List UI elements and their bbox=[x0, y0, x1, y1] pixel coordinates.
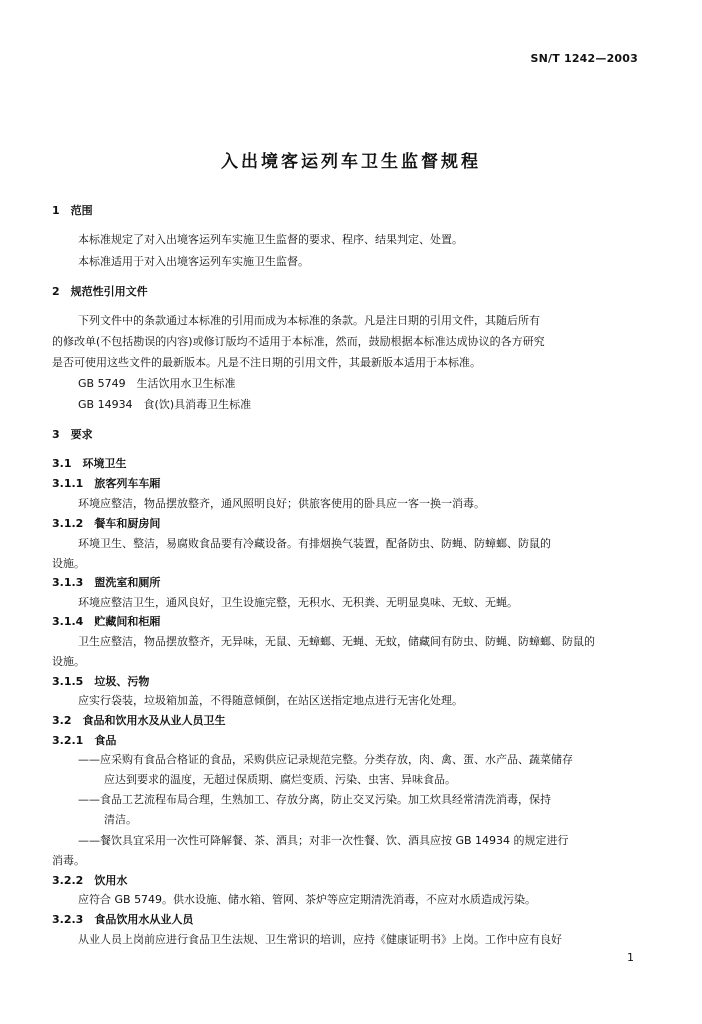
clause-text: 环境应整洁卫生，通风良好，卫生设施完整，无积水、无积粪、无明显臭味、无蚊、无蝇。 bbox=[78, 596, 518, 609]
clause-text: 清洁。 bbox=[104, 813, 137, 826]
clause-heading: 3.2 食品和饮用水及从业人员卫生 bbox=[52, 714, 226, 727]
section-1-heading: 1 范围 bbox=[52, 204, 93, 217]
clause-heading: 3.1.5 垃圾、污物 bbox=[52, 675, 150, 688]
clause-heading: 3.1 环境卫生 bbox=[52, 457, 127, 470]
clause-text: 环境应整洁，物品摆放整齐，通风照明良好；供旅客使用的卧具应一客一换一消毒。 bbox=[78, 497, 485, 510]
clause-text: 消毒。 bbox=[52, 854, 85, 867]
section-2-paragraph: 是否可使用这些文件的最新版本。凡是不注日期的引用文件，其最新版本适用于本标准。 bbox=[52, 356, 481, 369]
clause-text: 应达到要求的温度，无超过保质期、腐烂变质、污染、虫害、异味食品。 bbox=[104, 773, 456, 786]
clause-heading: 3.1.4 贮藏间和柜厢 bbox=[52, 615, 161, 628]
clause-text: 设施。 bbox=[52, 655, 85, 668]
section-3-heading: 3 要求 bbox=[52, 428, 93, 441]
clause-text: 卫生应整洁，物品摆放整齐，无异味，无鼠、无蟑螂、无蝇、无蚊，储藏间有防虫、防蝇、防蟑螂、防鼠的 bbox=[78, 635, 595, 648]
normative-reference: GB 14934 食(饮)具消毒卫生标准 bbox=[78, 398, 252, 411]
section-2-heading: 2 规范性引用文件 bbox=[52, 285, 148, 298]
page-number: 1 bbox=[627, 951, 634, 964]
clause-text: ——应采购有食品合格证的食品，采购供应记录规范完整。分类存放，肉、禽、蛋、水产品、蔬菜储存 bbox=[78, 753, 573, 766]
clause-text: ——食品工艺流程布局合理，生熟加工、存放分离，防止交叉污染。加工炊具经常清洗消毒，保持 bbox=[78, 793, 551, 806]
section-1-paragraph: 本标准规定了对入出境客运列车实施卫生监督的要求、程序、结果判定、处置。 bbox=[78, 233, 463, 246]
clause-text: 应实行袋装，垃圾箱加盖，不得随意倾倒，在站区送指定地点进行无害化处理。 bbox=[78, 694, 463, 707]
clause-text: 环境卫生、整洁，易腐败食品要有冷藏设备。有排烟换气装置，配备防虫、防蝇、防蟑螂、防鼠的 bbox=[78, 537, 551, 550]
clause-text: 设施。 bbox=[52, 557, 85, 570]
clause-heading: 3.1.3 盥洗室和厕所 bbox=[52, 576, 161, 589]
section-2-paragraph: 下列文件中的条款通过本标准的引用而成为本标准的条款。凡是注日期的引用文件，其随后所有 bbox=[78, 314, 540, 327]
clause-heading: 3.1.2 餐车和厨房间 bbox=[52, 517, 161, 530]
clause-heading: 3.1.1 旅客列车车厢 bbox=[52, 477, 161, 490]
clause-text: ——餐饮具宜采用一次性可降解餐、茶、酒具；对非一次性餐、饮、酒具应按 GB 14934 的规定进行 bbox=[78, 834, 569, 847]
clause-text: 从业人员上岗前应进行食品卫生法规、卫生常识的培训，应持《健康证明书》上岗。工作中应有良好 bbox=[78, 933, 562, 946]
standard-number: SN/T 1242—2003 bbox=[530, 52, 638, 65]
clause-text: 应符合 GB 5749。供水设施、储水箱、管网、茶炉等应定期清洗消毒，不应对水质造成污染。 bbox=[78, 893, 537, 906]
normative-reference: GB 5749 生活饮用水卫生标准 bbox=[78, 377, 236, 390]
section-1-paragraph: 本标准适用于对入出境客运列车实施卫生监督。 bbox=[78, 255, 309, 268]
clause-heading: 3.2.1 食品 bbox=[52, 734, 117, 747]
document-title: 入出境客运列车卫生监督规程 bbox=[221, 152, 481, 172]
clause-heading: 3.2.3 食品饮用水从业人员 bbox=[52, 913, 194, 926]
section-2-paragraph: 的修改单(不包括勘误的内容)或修订版均不适用于本标准，然而，鼓励根据本标准达成协议的各方研究 bbox=[52, 335, 545, 348]
clause-heading: 3.2.2 饮用水 bbox=[52, 874, 128, 887]
